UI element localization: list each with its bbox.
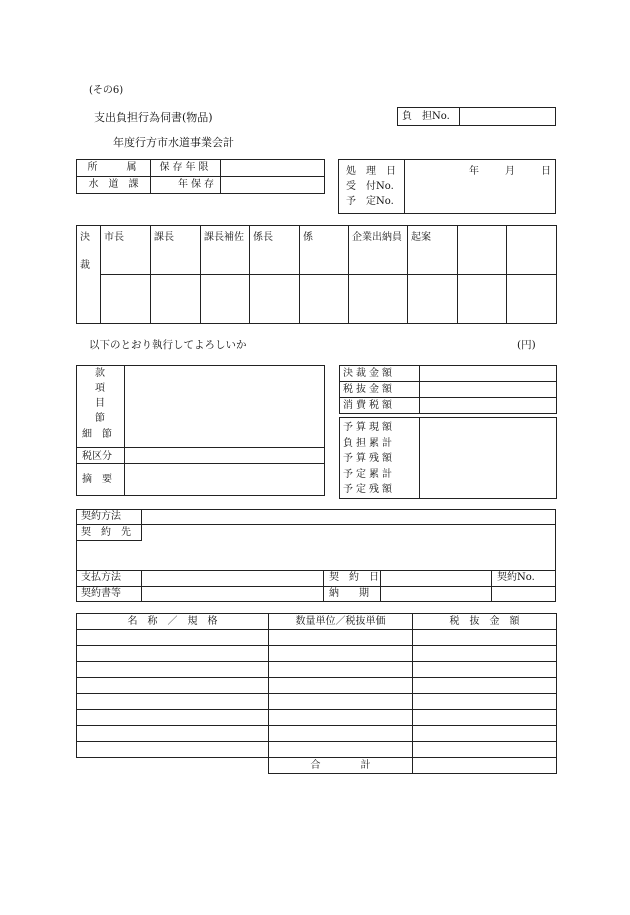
approver-drafter: 起案	[408, 226, 458, 275]
budget-values-cell[interactable]	[420, 418, 557, 499]
item-quantity-cell[interactable]	[269, 710, 413, 726]
contract-date-label: 契 約 日	[329, 572, 379, 583]
item-amount-cell[interactable]	[413, 694, 557, 710]
item-quantity-cell[interactable]	[269, 646, 413, 662]
day-label: 日	[541, 166, 551, 177]
table-row	[77, 710, 557, 726]
approver-mayor: 市長	[101, 226, 151, 275]
budget-kan-label: 款	[95, 368, 105, 379]
table-row	[77, 630, 557, 646]
department-table	[76, 159, 325, 194]
summary-label: 摘 要	[82, 474, 112, 485]
table-row	[77, 678, 557, 694]
decision-label-top: 決	[80, 232, 90, 243]
budget-current-label: 予算現額	[343, 422, 395, 433]
total-label: 合 計	[269, 758, 413, 774]
stamp-drafter[interactable]	[408, 275, 458, 324]
form-title: 支出負担行為伺書(物品)	[94, 111, 213, 124]
payment-method-label: 支払方法	[81, 572, 121, 583]
item-amount-cell[interactable]	[413, 710, 557, 726]
item-quantity-cell[interactable]	[269, 742, 413, 758]
decision-amount-label: 決裁金額	[340, 366, 420, 382]
approver-deputy-chief: 課長補佐	[201, 226, 250, 275]
budget-setsu-label: 節	[95, 413, 105, 424]
item-name-cell[interactable]	[77, 742, 269, 758]
total-spacer	[77, 758, 269, 774]
stamp-staff[interactable]	[300, 275, 349, 324]
decision-amount-value[interactable]	[420, 366, 557, 382]
table-row	[77, 742, 557, 758]
department-name: 水 道 課	[77, 177, 151, 194]
budget-saisetsu-label: 細 節	[82, 429, 112, 440]
plan-remaining-label: 予定残額	[343, 484, 395, 495]
month-label: 月	[505, 166, 515, 177]
budget-remaining-label: 予算残額	[343, 453, 395, 464]
stamp-extra-1[interactable]	[458, 275, 507, 324]
budget-amount-table	[339, 417, 557, 499]
item-name-cell[interactable]	[77, 678, 269, 694]
consumption-tax-label: 消費税額	[340, 398, 420, 414]
item-amount-cell[interactable]	[413, 742, 557, 758]
table-row	[77, 694, 557, 710]
intro-text: 以下のとおり執行してよろしいか	[89, 339, 247, 351]
decision-amount-table	[339, 365, 557, 414]
contract-box	[76, 509, 556, 602]
item-name-cell[interactable]	[77, 646, 269, 662]
approver-extra-2	[507, 226, 557, 275]
stamp-subsection-chief[interactable]	[250, 275, 300, 324]
total-amount-cell[interactable]	[413, 758, 557, 774]
consumption-tax-value[interactable]	[420, 398, 557, 414]
stamp-extra-2[interactable]	[507, 275, 557, 324]
retention-value[interactable]: 年保存	[151, 177, 221, 194]
budget-moku-label: 目	[95, 398, 105, 409]
item-quantity-cell[interactable]	[269, 726, 413, 742]
year-label: 年	[469, 166, 479, 177]
item-name-cell[interactable]	[77, 694, 269, 710]
item-amount-cell[interactable]	[413, 726, 557, 742]
processing-box	[338, 159, 556, 214]
item-quantity-header: 数量単位／税抜単価	[269, 614, 413, 630]
item-amount-cell[interactable]	[413, 630, 557, 646]
retention-label: 保存年限	[151, 160, 221, 177]
approver-cashier: 企業出納員	[349, 226, 408, 275]
affiliation-blank[interactable]	[221, 160, 325, 177]
tax-class-label: 税区分	[82, 451, 112, 462]
approver-staff: 係	[300, 226, 349, 275]
delivery-date-label: 納 期	[329, 588, 369, 599]
plan-number-label: 予 定No.	[346, 196, 394, 207]
contract-documents-label: 契約書等	[81, 588, 121, 599]
table-row	[77, 726, 557, 742]
form-number: (その6)	[89, 85, 124, 96]
item-name-cell[interactable]	[77, 710, 269, 726]
fiscal-title: 年度行方市水道事業会計	[113, 136, 234, 149]
item-amount-cell[interactable]	[413, 678, 557, 694]
item-quantity-cell[interactable]	[269, 662, 413, 678]
burden-number-box	[397, 107, 556, 126]
item-name-cell[interactable]	[77, 630, 269, 646]
plan-total-label: 予定累計	[343, 468, 395, 480]
decision-cell	[77, 226, 101, 324]
approver-section-chief: 課長	[151, 226, 201, 275]
budget-labels-cell	[340, 418, 420, 499]
item-quantity-cell[interactable]	[269, 630, 413, 646]
item-quantity-cell[interactable]	[269, 694, 413, 710]
retention-blank[interactable]	[221, 177, 325, 194]
stamp-section-chief[interactable]	[151, 275, 201, 324]
decision-label-bottom: 裁	[80, 260, 90, 271]
stamp-deputy-chief[interactable]	[201, 275, 250, 324]
processing-date-label: 処 理 日	[346, 166, 396, 177]
item-amount-cell[interactable]	[413, 646, 557, 662]
table-row	[77, 662, 557, 678]
item-name-header: 名 称 ／ 規 格	[77, 614, 269, 630]
approval-table	[76, 225, 557, 324]
burden-number-label: 負 担No.	[402, 111, 450, 122]
item-quantity-cell[interactable]	[269, 678, 413, 694]
items-table	[76, 613, 557, 774]
affiliation-label: 所 属	[77, 160, 151, 177]
budget-classification-box	[76, 365, 325, 496]
pre-tax-amount-value[interactable]	[420, 382, 557, 398]
contract-method-label: 契約方法	[81, 511, 121, 522]
pre-tax-amount-label: 税抜金額	[340, 382, 420, 398]
stamp-cashier[interactable]	[349, 275, 408, 324]
contract-number-label: 契約No.	[497, 572, 535, 583]
item-name-cell[interactable]	[77, 726, 269, 742]
burden-total-label: 負担累計	[343, 437, 395, 449]
budget-kou-label: 項	[95, 383, 105, 394]
unit-label: (円)	[517, 339, 536, 351]
approver-subsection-chief: 係長	[250, 226, 300, 275]
stamp-mayor[interactable]	[101, 275, 151, 324]
receipt-number-label: 受 付No.	[346, 181, 394, 192]
table-row	[77, 646, 557, 662]
item-name-cell[interactable]	[77, 662, 269, 678]
approver-extra-1	[458, 226, 507, 275]
item-amount-cell[interactable]	[413, 662, 557, 678]
contract-party-label: 契 約 先	[81, 527, 131, 538]
item-amount-header: 税 抜 金 額	[413, 614, 557, 630]
